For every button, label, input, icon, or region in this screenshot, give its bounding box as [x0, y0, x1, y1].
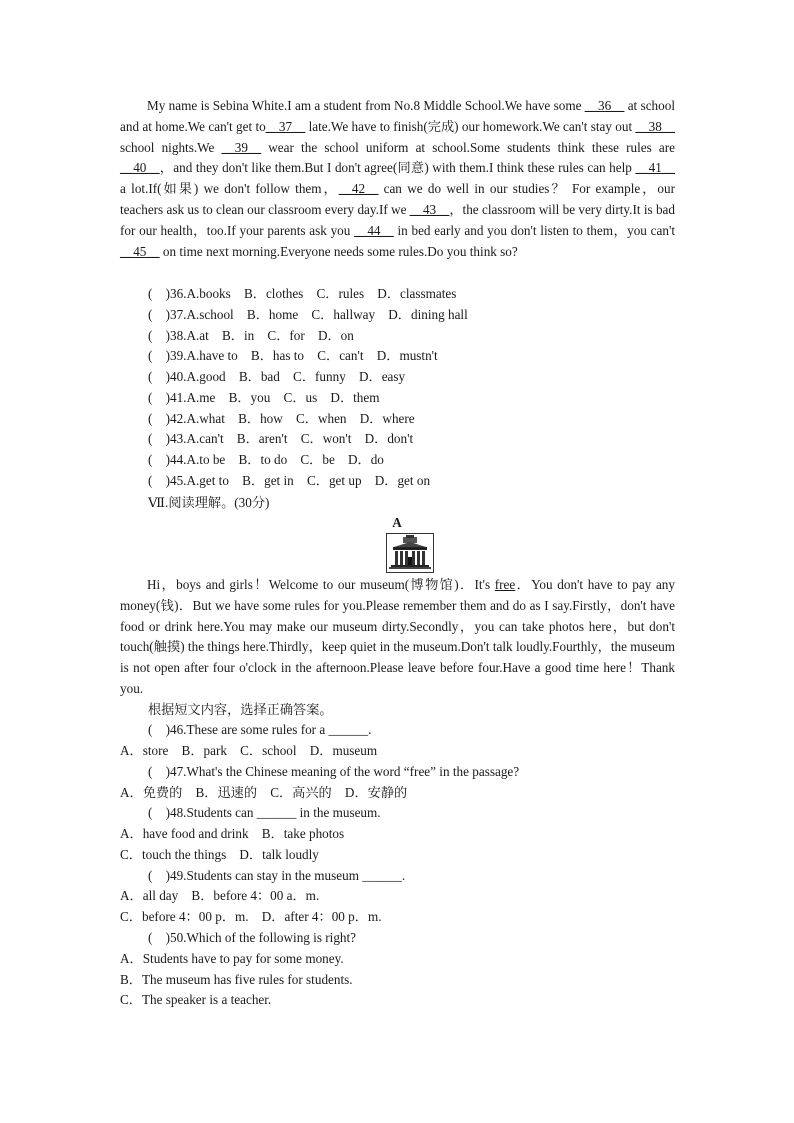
question-48-options-cd: C．touch the things D．talk loudly [120, 847, 319, 862]
blank-39: __39__ [221, 139, 262, 155]
passage-label: A [392, 515, 402, 530]
cloze-option-40: ( )40.A.good B．bad C．funny D．easy [148, 369, 406, 384]
cloze-option-42: ( )42.A.what B．how C．when D．where [148, 411, 415, 426]
cloze-text: a lot.If(如果) we don't follow them， [120, 181, 339, 197]
question-49: ( )49.Students can stay in the museum ______. [148, 868, 406, 883]
cloze-option-43: ( )43.A.can't B．aren't C．won't D．don't [148, 431, 414, 446]
blank-44: __44__ [354, 222, 394, 238]
cloze-option-36: ( )36.A.books B．clothes C．rules D．classmates [148, 286, 457, 301]
blank-41: __41__ [635, 160, 675, 176]
cloze-option-37: ( )37.A.school B．home C．hallway D．dining hall [148, 307, 468, 322]
cloze-text: wear the school uniform at school.Some students think these rules are [261, 139, 675, 155]
blank-36: __36__ [584, 98, 625, 113]
question-48-options-ab: A．have food and drink B．take photos [120, 826, 345, 841]
question-50-option-b: B．The museum has five rules for students. [120, 972, 353, 987]
question-50: ( )50.Which of the following is right? [148, 930, 357, 945]
cloze-text: My name is Sebina White.I am a student from No.8 Middle School.We have some [147, 98, 585, 113]
question-49-options-ab: A．all day B．before 4：00 a．m. [120, 888, 320, 903]
question-46-options: A．store B．park C．school D．museum [120, 743, 378, 758]
reading-text: Hi，boys and girls！Welcome to our museum(博物馆)．It's [147, 577, 495, 592]
cloze-option-45: ( )45.A.get to B．get in C．get up D．get on [148, 473, 431, 488]
blank-42: __42__ [338, 181, 379, 197]
cloze-text: on time next morning.Everyone needs some rules.Do you think so? [159, 243, 518, 259]
cloze-text: in bed early and you don't listen to them，you can't [393, 222, 675, 238]
cloze-passage [120, 96, 675, 262]
question-49-options-cd: C．before 4：00 p．m. D．after 4：00 p．m. [120, 909, 382, 924]
question-50-option-a: A．Students have to pay for some money. [120, 951, 344, 966]
blank-37: __37__ [265, 118, 306, 134]
question-48: ( )48.Students can ______ in the museum. [148, 805, 381, 820]
question-47: ( )47.What's the Chinese meaning of the word “free” in the passage? [148, 764, 520, 779]
cloze-text: ，and they don't like them.But I don't agree(同意) with them.I think these rules can help [159, 160, 636, 176]
cloze-text: can we do well in our studies？ For example，our teachers ask us to clean our classroom every day.If we [120, 181, 676, 217]
blank-45: __45__ [120, 243, 160, 259]
cloze-option-39: ( )39.A.have to B．has to C．can't D．mustn't [148, 348, 438, 363]
cloze-option-44: ( )44.A.to be B．to do C．be D．do [148, 452, 384, 467]
blank-40: __40__ [120, 160, 160, 176]
reading-passage [120, 575, 675, 700]
underlined-word-free: free [494, 577, 516, 592]
question-50-option-c: C．The speaker is a teacher. [120, 992, 272, 1007]
cloze-option-38: ( )38.A.at B．in C．for D．on [148, 328, 354, 343]
question-47-options: A．免费的 B．迅速的 C．高兴的 D．安静的 [120, 785, 408, 800]
blank-43: __43__ [409, 201, 450, 217]
reading-text: ．You don't have to pay any money(钱)．But we have some rules for you.Please remember them and do as I say.Firstly，don't have food or drink here.You may make our museum dirty.Secondly，you can take photos here，but don't touch(触摸) the things here.Thirdly，keep quiet in the museum.Don't talk loudly.Fourthly，the museum is not open after four o'clock in the afternoon.Please leave before four.Have a good time here！Thank you. [120, 577, 675, 696]
cloze-text: school nights.We [120, 139, 222, 155]
instruction: 根据短文内容，选择正确答案。 [148, 702, 333, 717]
museum-building-image [386, 533, 434, 573]
question-46: ( )46.These are some rules for a ______. [148, 722, 372, 737]
cloze-text: ，the classroom will be very dirty.It is bad for our health，too.If your parents ask you [120, 201, 675, 238]
blank-38: __38__ [635, 118, 675, 134]
cloze-text: at school and at home.We can't get to [120, 98, 676, 134]
cloze-text: late.We have to finish(完成) our homework.We can't stay out [305, 118, 636, 134]
cloze-option-41: ( )41.A.me B．you C．us D．them [148, 390, 380, 405]
section-heading: Ⅶ.阅读理解。(30分) [148, 495, 270, 510]
